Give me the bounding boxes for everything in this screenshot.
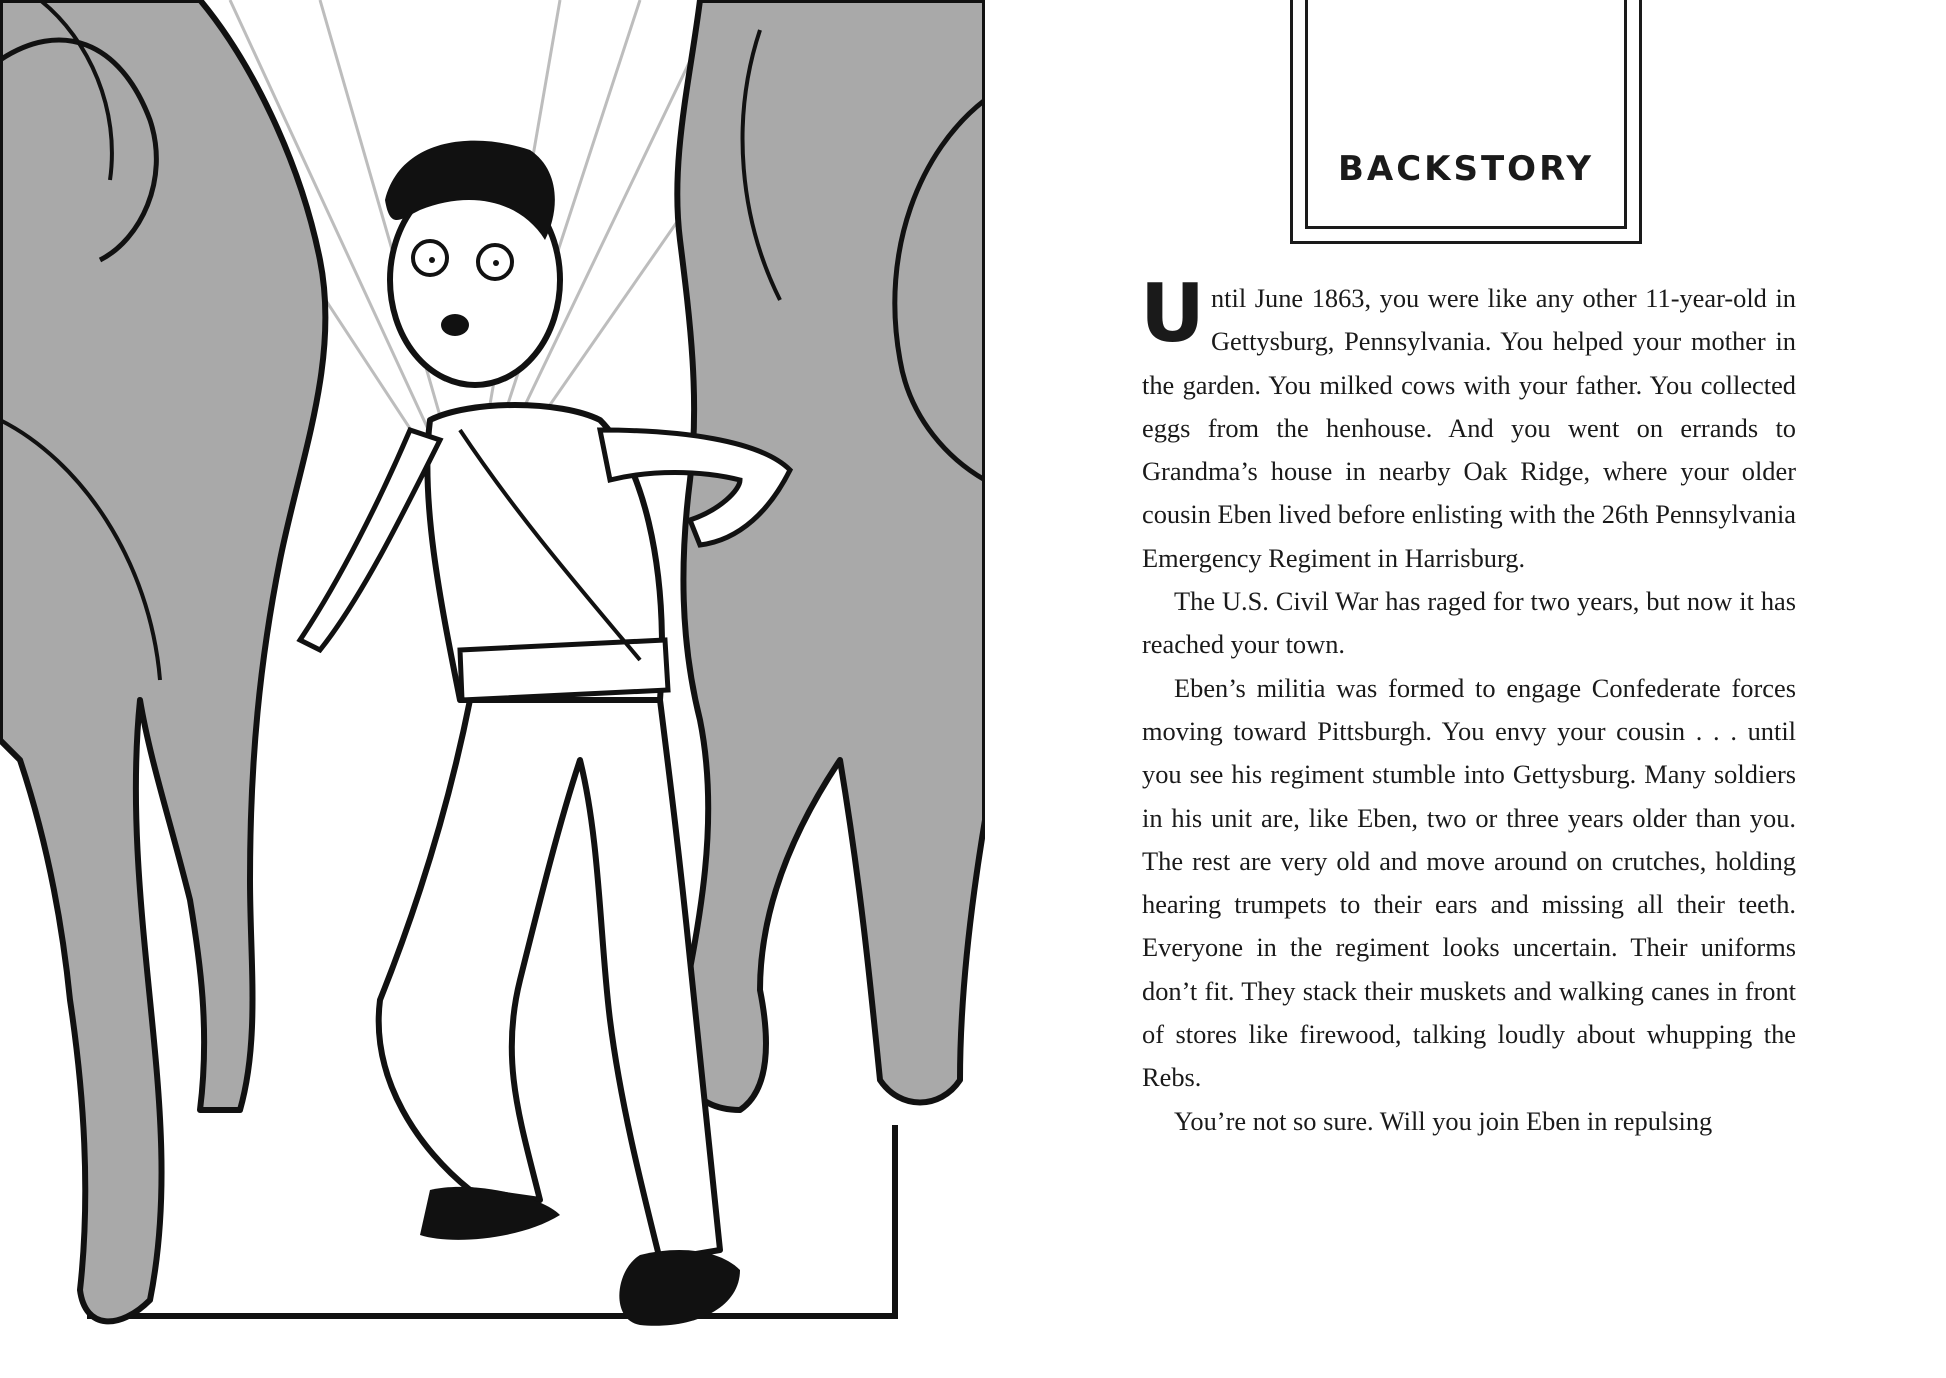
story-text xyxy=(1140,267,1796,1143)
paragraph xyxy=(1140,267,1796,580)
paragraph: You’re not so sure. Will you join Eben in repulsing xyxy=(1174,1105,1713,1136)
page-title: BACKSTORY xyxy=(1337,149,1595,189)
paragraph: Eben’s militia was formed to engage Confederate forces moving toward Pittsburgh. You envy your cousin . . . until you see his regiment stumble into Gettysburg. Many soldiers in his unit are, like Eben, two or three years older than you. The rest are very old and move around on crutches, holding hearing trumpets to their ears and missing all their teeth. Everyone in the regiment looks uncertain. Their uniforms don’t fit. They stack their muskets and walking canes in front of stores like firewood, talking loudly about whupping the Rebs. xyxy=(1142,672,1796,1093)
title-box xyxy=(1290,0,1642,244)
paragraph: The U.S. Civil War has raged for two years, but now it has reached your town. xyxy=(1142,586,1796,660)
paragraph-text: ntil June 1863, you were like any other 11-year-old in Gettysburg, Pennsylvania. You helped your mother in the garden. You milked cows with your father. You collected eggs from the henhouse. And you went on errands to Grandma’s house in nearby Oak Ridge, where your older cousin Eben lived before enlisting with the 26th Pennsylvania Emergency Regiment in Harrisburg. xyxy=(1142,283,1796,573)
drop-cap: U xyxy=(1140,267,1205,360)
title-box-inner-frame xyxy=(1305,0,1627,229)
